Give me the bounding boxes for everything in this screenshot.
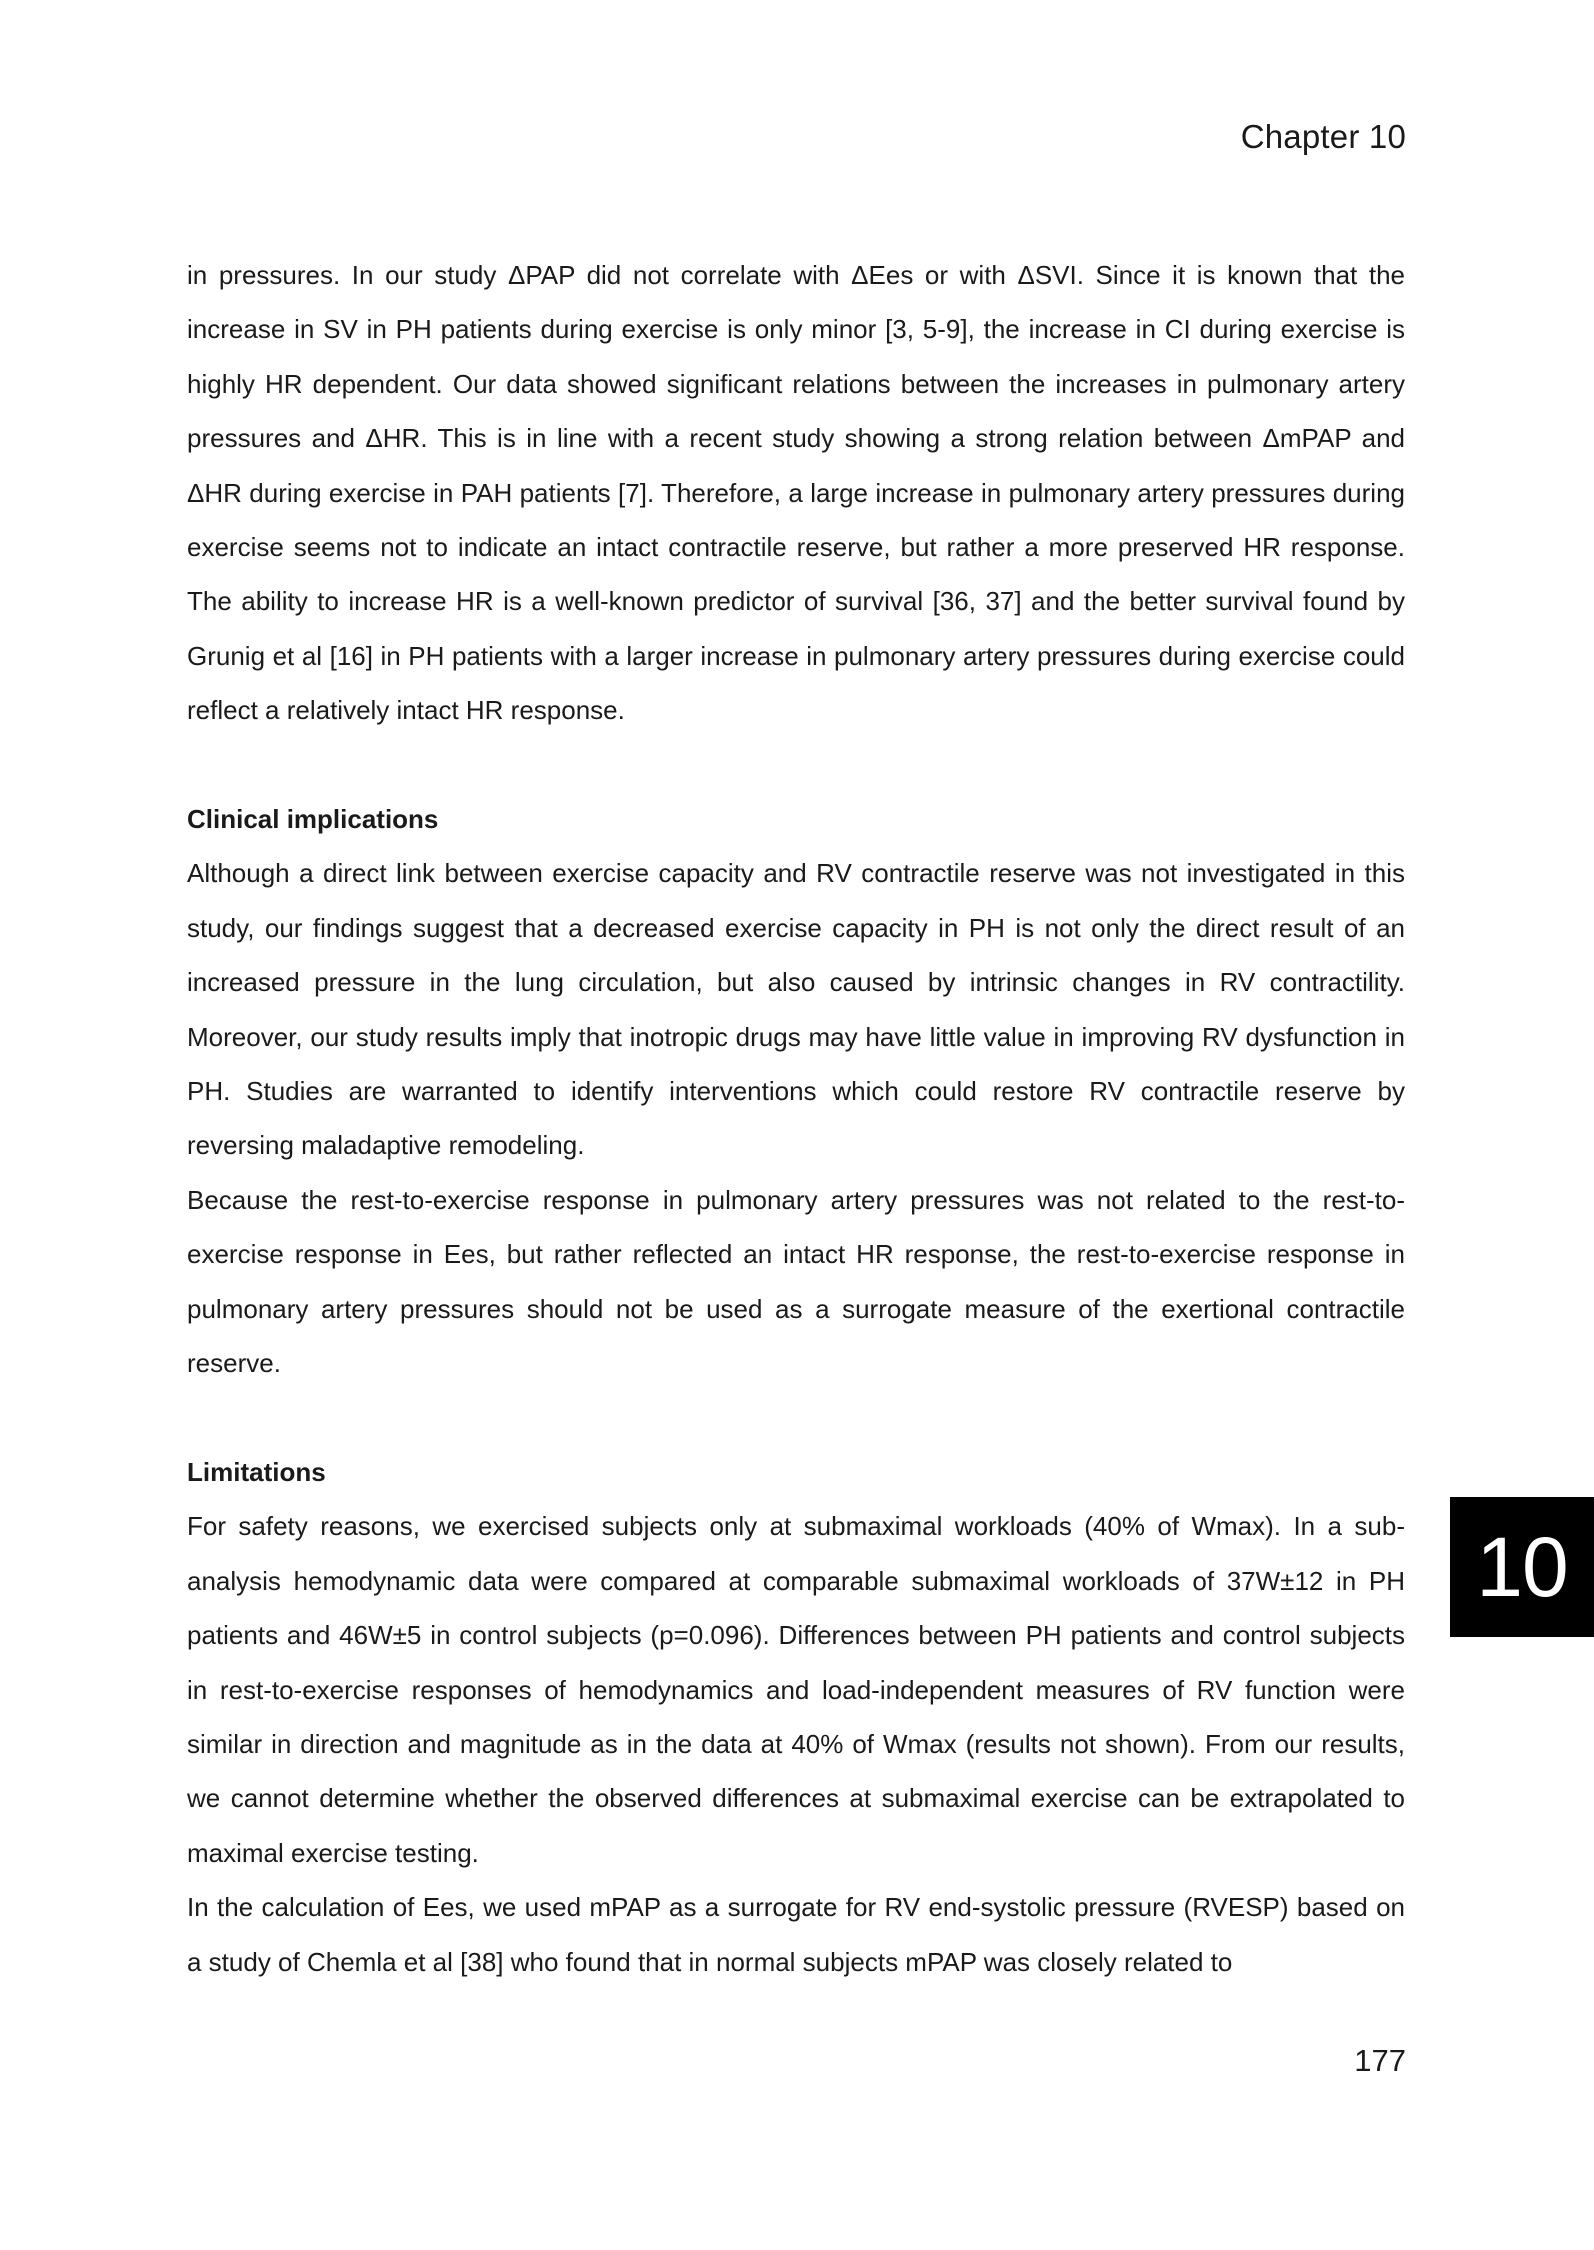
paragraph-clinical-implications: Although a direct link between exercise capacity and RV contractile reserve was not investigated in this study, our findings suggest that a decreased exercise capacity in PH is not only the direct result of an increased pressure in the lung circulation, but also caused by intrinsic changes in RV contractility. Moreover, our study results imply that inotropic drugs may have little value in improving RV dysfunction in PH. Studies are warranted to identify interventions which could restore RV contractile reserve by reversing maladaptive remodeling. [187,858,1405,1161]
body-text [187,248,1405,1989]
section-heading-limitations: Limitations [187,1456,326,1487]
running-header-chapter: Chapter 10 [1240,118,1406,155]
paragraph-hr-response: in pressures. In our study ΔPAP did not correlate with ΔEes or with ΔSVI. Since it is known that the increase in SV in PH patients during exercise is only minor [3, 5-9], the increase in CI during exercise is highly HR dependent. Our data showed significant relations between the increases in pulmonary artery pressures and ΔHR. This is in line with a recent study showing a strong relation between ΔmPAP and ΔHR during exercise in PAH patients [7]. Therefore, a large increase in pulmonary artery pressures during exercise seems not to indicate an intact contractile reserve, but rather a more preserved HR response. The ability to increase HR is a well-known predictor of survival [36, 37] and the better survival found by Grunig et al [16] in PH patients with a larger increase in pulmonary artery pressures during exercise could reflect a relatively intact HR response. [187,260,1405,726]
chapter-thumb-tab [1450,1497,1594,1637]
paragraph-ees-calculation: In the calculation of Ees, we used mPAP as a surrogate for RV end-systolic pressure (RVESP) based on a study of Chemla et al [38] who found that in normal subjects mPAP was closely related to [187,1892,1405,1977]
section-spacer [187,1391,1405,1445]
paragraph-submaximal-workloads: For safety reasons, we exercised subjects only at submaximal workloads (40% of Wmax). In a sub-analysis hemodynamic data were compared at comparable submaximal workloads of 37W±12 in PH patients and 46W±5 in control subjects (p=0.096). Differences between PH patients and control subjects in rest-to-exercise responses of hemodynamics and load-independent measures of RV function were similar in direction and magnitude as in the data at 40% of Wmax (results not shown). From our results, we cannot determine whether the observed differences at submaximal exercise can be extrapolated to maximal exercise testing. [187,1511,1405,1868]
section-heading-clinical-implications: Clinical implications [187,804,439,835]
section-spacer [187,738,1405,792]
paragraph-surrogate-measure: Because the rest-to-exercise response in pulmonary artery pressures was not related to the rest-to-exercise response in Ees, but rather reflected an intact HR response, the rest-to-exercise response in pulmonary artery pressures should not be used as a surrogate measure of the exertional contractile reserve. [187,1184,1405,1379]
page-number: 177 [1354,2043,1406,2078]
chapter-tab-number: 10 [1476,1519,1568,1614]
